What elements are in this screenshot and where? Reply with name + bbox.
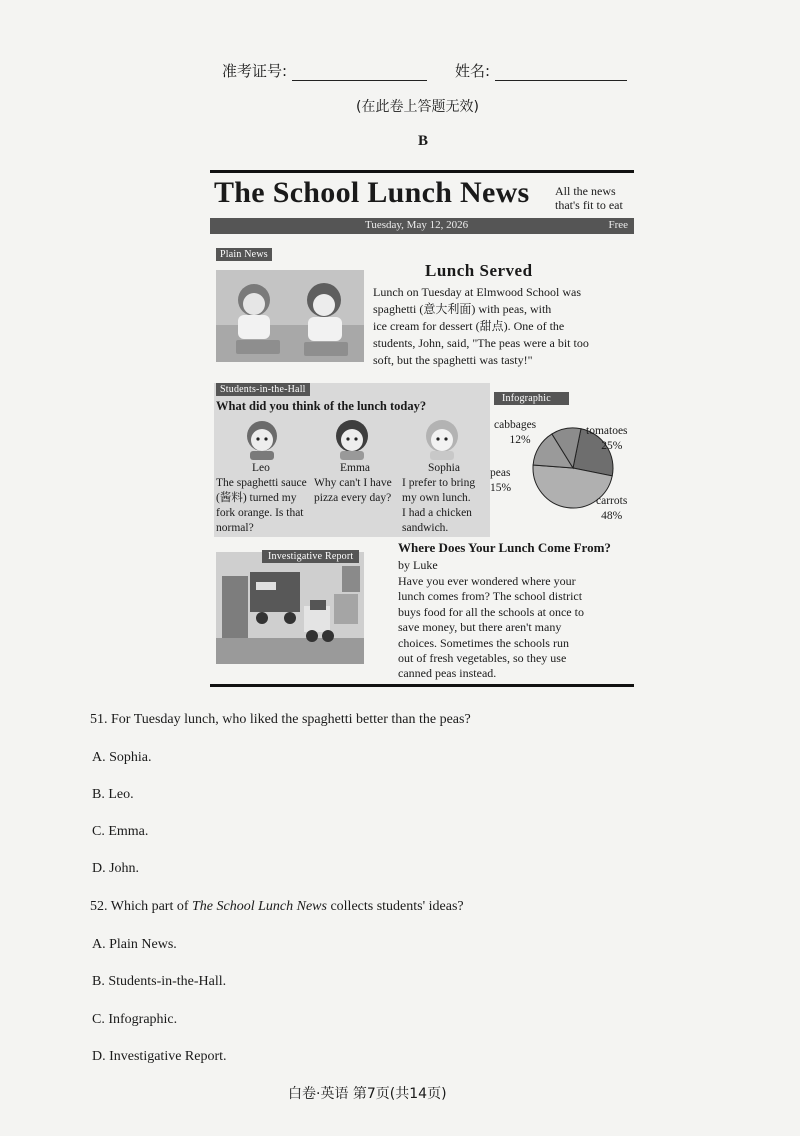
question-52-title: The School Lunch News	[192, 899, 327, 914]
sophia-comment	[402, 476, 490, 536]
comment-line: I prefer to bring	[402, 477, 476, 489]
date-bar	[210, 218, 634, 234]
price-text: Free	[608, 219, 628, 231]
comment-line: sandwich.	[402, 522, 449, 534]
report-line: choices. Sometimes the schools run	[398, 635, 569, 650]
cabbages-name: cabbages	[494, 419, 537, 431]
comment-line: my own lunch.	[402, 492, 471, 504]
leo-name: Leo	[252, 462, 270, 474]
option-52-a[interactable]: A. Plain News.	[92, 937, 177, 952]
option-52-b[interactable]: B. Students-in-the-Hall.	[92, 974, 227, 989]
report-line: canned peas instead.	[398, 666, 497, 681]
sophia-avatar	[420, 418, 464, 460]
tagline	[555, 184, 623, 212]
comment-line: normal?	[216, 522, 254, 534]
students-question: What did you think of the lunch today?	[216, 399, 427, 413]
cabbages-value: 12%	[509, 434, 531, 446]
option-52-d[interactable]: D. Investigative Report.	[92, 1049, 227, 1064]
question-52-pre: 52. Which part of	[90, 899, 192, 914]
carrots-name: carrots	[596, 495, 628, 507]
name-blank	[495, 66, 627, 81]
report-line: Have you ever wondered where your	[398, 574, 576, 588]
peas-name: peas	[490, 467, 511, 479]
children-eating-illustration	[216, 270, 364, 362]
plain-news-line: soft, but the spaghetti was tasty!"	[373, 353, 533, 367]
comment-line: (酱料) turned my	[216, 492, 297, 504]
comment-line: The spaghetti sauce	[216, 477, 307, 489]
question-52-post: collects students' ideas?	[326, 899, 464, 914]
report-line: lunch comes from? The school district	[398, 589, 583, 604]
question-51: 51. For Tuesday lunch, who liked the spaghetti better than the peas?	[90, 712, 471, 727]
lunch-photo	[216, 270, 364, 362]
option-51-c[interactable]: C. Emma.	[92, 824, 149, 839]
option-51-b[interactable]: B. Leo.	[92, 787, 134, 802]
exam-id-label: 准考证号:	[222, 62, 288, 80]
tagline-line-1: All the news	[555, 184, 616, 198]
bottom-rule	[210, 684, 634, 687]
top-rule	[210, 170, 634, 173]
report-line: save money, but there aren't many	[398, 620, 562, 635]
report-tag: Investigative Report	[262, 550, 359, 563]
report-body	[398, 574, 630, 682]
name-field	[455, 60, 627, 81]
section-label: B	[418, 133, 429, 149]
tomatoes-name: tomatoes	[586, 425, 628, 437]
name-label: 姓名:	[455, 62, 491, 80]
newspaper-title: The School Lunch News	[214, 176, 530, 209]
newspaper	[210, 170, 634, 690]
peas-label	[490, 466, 511, 496]
date-text: Tuesday, May 12, 2026	[365, 219, 469, 231]
invalid-notice: (在此卷上答题无效)	[356, 99, 479, 115]
comment-line: Why can't I have	[314, 477, 392, 489]
report-byline: by Luke	[398, 558, 438, 572]
option-51-d[interactable]: D. John.	[92, 861, 140, 876]
report-line: out of fresh vegetables, so they use	[398, 651, 567, 666]
page-footer: 白卷·英语 第7页(共14页)	[288, 1086, 447, 1102]
option-52-c[interactable]: C. Infographic.	[92, 1012, 178, 1027]
plain-news-body	[373, 284, 631, 369]
plain-news-line: Lunch on Tuesday at Elmwood School was	[373, 285, 581, 299]
warehouse-photo	[216, 552, 364, 664]
infographic-tag: Infographic	[494, 392, 569, 405]
question-52	[90, 899, 464, 915]
plain-news-line: spaghetti (意大利面) with peas, with	[373, 302, 552, 316]
plain-news-tag: Plain News	[216, 248, 272, 261]
tagline-line-2: that's fit to eat	[555, 198, 623, 212]
exam-id-field	[222, 60, 427, 81]
comment-line: pizza every day?	[314, 492, 392, 504]
peas-value: 15%	[490, 482, 512, 494]
forklift-illustration	[216, 552, 364, 664]
comment-line: fork orange. Is that	[216, 507, 304, 519]
emma-avatar	[330, 418, 374, 460]
comment-line: I had a chicken	[402, 507, 472, 519]
emma-name: Emma	[340, 462, 371, 474]
tomatoes-label	[586, 424, 628, 454]
report-headline: Where Does Your Lunch Come From?	[398, 540, 611, 555]
plain-news-line: students, John, said, "The peas were a bit too	[373, 336, 589, 350]
option-51-a[interactable]: A. Sophia.	[92, 750, 152, 765]
exam-id-blank	[292, 66, 427, 81]
emma-comment	[314, 476, 402, 506]
plain-news-line: ice cream for dessert (甜点). One of the	[373, 319, 565, 333]
cabbages-label	[494, 418, 536, 448]
carrots-value: 48%	[601, 510, 623, 522]
tomatoes-value: 25%	[601, 440, 623, 452]
sophia-name: Sophia	[428, 462, 460, 474]
carrots-label	[596, 494, 627, 524]
report-line: buys food for all the schools at once to	[398, 604, 584, 619]
leo-comment	[216, 476, 312, 536]
leo-avatar	[240, 418, 284, 460]
students-tag: Students-in-the-Hall	[216, 383, 310, 396]
plain-news-headline: Lunch Served	[425, 261, 533, 280]
